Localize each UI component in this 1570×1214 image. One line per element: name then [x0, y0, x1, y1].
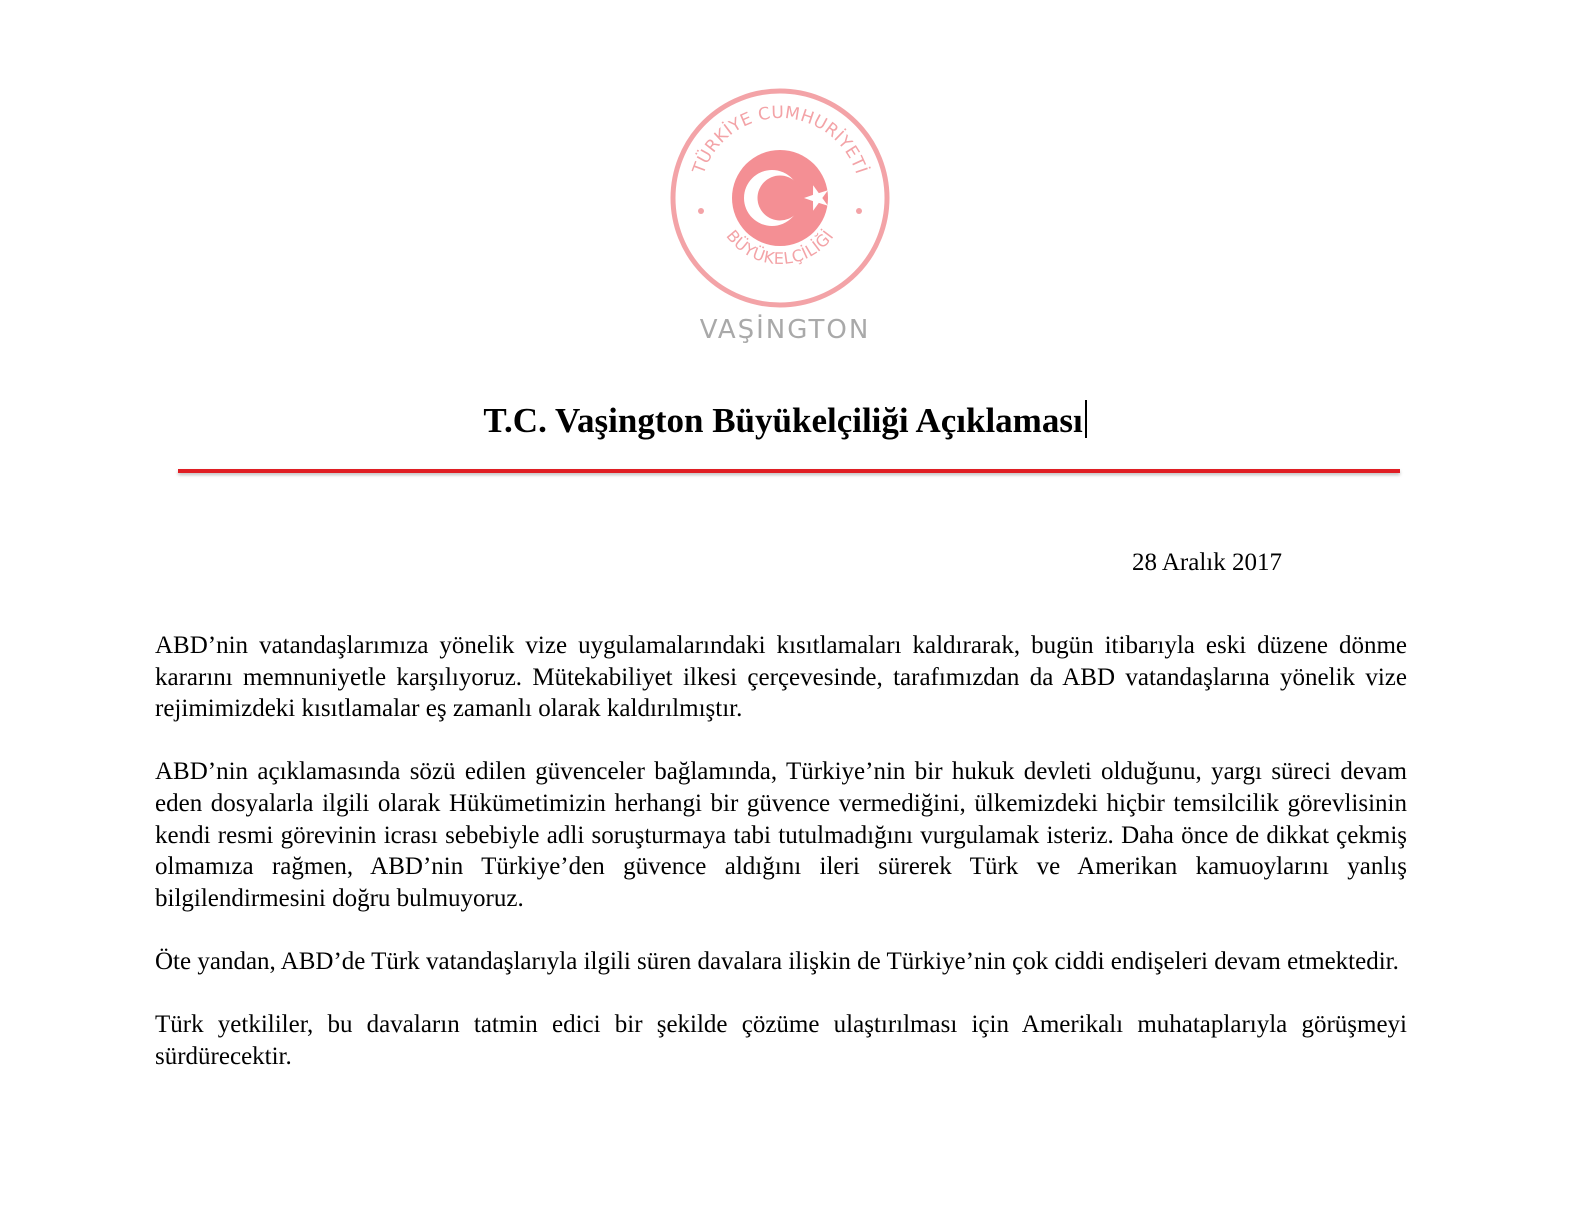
text-cursor — [1085, 400, 1087, 438]
paragraph: ABD’nin açıklamasında sözü edilen güvenceler bağlamında, Türkiye’nin bir hukuk devleti olduğunu, yargı süreci devam eden dosyalarla ilgili olarak Hükümetimizin herhangi bir güvence vermediğini, ülkemizdeki hiçbir temsilcilik görevlisinin kendi resmi görevinin icrası sebebiyle adli soruşturmaya tabi tutulmadığını vurgulamak isteriz. Daha önce de dikkat çekmiş olmamıza rağmen, ABD’nin Türkiye’den güvence aldığını ileri sürerek Türk ve Amerikan kamuoylarını yanlış bilgilendirmesini doğru bulmuyoruz. — [155, 758, 1407, 912]
paragraph: ABD’nin vatandaşlarımıza yönelik vize uygulamalarındaki kısıtlamaları kaldırarak, bugün itibarıyla eski düzene dönme kararını memnuniyetle karşılıyoruz. Mütekabiliyet ilkesi çerçevesinde, tarafımızdan da ABD vatandaşlarına yönelik vize rejimimizdeki kısıtlamalar eş zamanlı olarak kaldırılmıştır. — [155, 632, 1407, 723]
seal-top-text: TÜRKİYE CUMHURİYETİ — [689, 102, 871, 177]
seal-dot-left — [698, 208, 704, 214]
seal-dot-right — [856, 208, 862, 214]
statement-date: 28 Aralık 2017 — [1132, 549, 1282, 576]
paragraph: Öte yandan, ABD’de Türk vatandaşlarıyla ilgili süren davalara ilişkin de Türkiye’nin çok ciddi endişeleri devam etmektedir. — [155, 947, 1399, 975]
title-divider — [178, 469, 1400, 473]
seal-city-label: VAŞİNGTON — [699, 315, 871, 345]
statement-body — [155, 630, 1407, 1104]
paragraph: Türk yetkililer, bu davaların tatmin edici bir şekilde çözüme ulaştırılması için Amerikalı muhataplarıyla görüşmeyi sürdürecektir. — [155, 1011, 1407, 1070]
page-title — [0, 400, 1570, 441]
seal-bottom-text: BÜYÜKELÇİLİĞİ — [722, 226, 838, 269]
page-title-text: T.C. Vaşington Büyükelçiliği Açıklaması — [483, 401, 1083, 440]
embassy-seal-logo — [668, 86, 892, 310]
